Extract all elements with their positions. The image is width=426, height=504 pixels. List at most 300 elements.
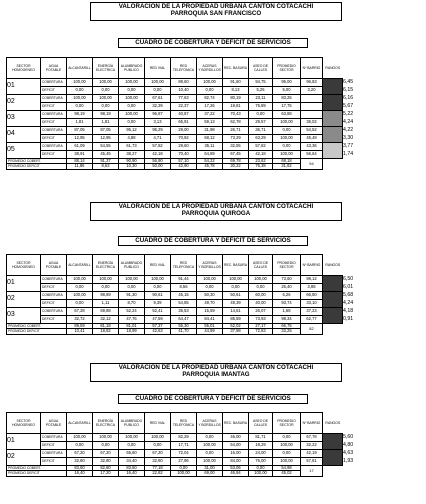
value-cell: 26,71 — [223, 127, 249, 135]
value-cell: 100,00 — [119, 276, 145, 284]
rank-value: 4,24 — [343, 119, 354, 126]
value-cell: 0,00 — [197, 450, 223, 458]
rank-value: 5,60 — [343, 434, 354, 441]
barrio-cell — [323, 143, 343, 159]
section-subtitle: CUADRO DE COBERTURA Y DEFICIT DE SERVICIOS — [118, 236, 308, 246]
column-header: ENERGÍA ELECTRICA — [93, 413, 119, 434]
value-cell: 84,41 — [197, 316, 223, 324]
value-cell: 49,39 — [223, 300, 249, 308]
total-value: 54,22 — [197, 159, 223, 164]
value-cell: 0,00 — [67, 284, 93, 292]
total-value: 83,60 — [67, 466, 93, 471]
total-value: 31,00 — [197, 466, 223, 471]
value-cell: 50,61 — [223, 292, 249, 300]
total-value: 8,63 — [93, 164, 119, 169]
value-cell: 0,00 — [67, 442, 93, 450]
table-row — [7, 442, 355, 450]
total-value: 77,18 — [145, 466, 171, 471]
totals-label: PROMEDIO COBERT. — [7, 324, 67, 329]
table-row — [7, 143, 355, 151]
total-value: 55,30 — [171, 324, 197, 329]
value-cell: 100,00 — [93, 434, 119, 442]
value-cell: 1,11 — [93, 300, 119, 308]
value-cell: 35,11 — [197, 143, 223, 151]
table-row — [7, 119, 355, 127]
value-cell: 47,76 — [119, 316, 145, 324]
value-cell: 67,28 — [67, 308, 93, 316]
report-parish: PARROQUIA QUIROGA — [181, 210, 251, 218]
value-cell: 100,00 — [119, 111, 145, 119]
column-header: SECTOR HOMOGENEO — [7, 58, 41, 79]
sector-cell: 02 — [7, 292, 41, 308]
value-cell: 85,59 — [223, 316, 249, 324]
value-cell: 10,40 — [171, 87, 197, 95]
total-value: 0,00 — [171, 466, 197, 471]
column-header: ALCANTARILL — [67, 58, 93, 79]
value-cell: 0,00 — [197, 284, 223, 292]
value-cell: 100,00 — [223, 276, 249, 284]
total-value: 66,75 — [273, 324, 301, 329]
total-value: 45,78 — [197, 164, 223, 169]
value-cell: 100,00 — [273, 151, 301, 159]
value-cell: 5,00 — [273, 87, 301, 95]
value-cell: 0,00 — [273, 434, 301, 442]
value-cell: 98,19 — [93, 111, 119, 119]
value-cell: 0,00 — [119, 284, 145, 292]
total-value: 76,38 — [249, 164, 273, 169]
value-cell: 87,05 — [67, 127, 93, 135]
rank-value: 4,22 — [343, 127, 354, 134]
value-cell: 32,80 — [67, 458, 93, 466]
rank-value: 6,45 — [343, 79, 354, 86]
value-cell: 69,88 — [93, 308, 119, 316]
value-cell: 42,18 — [249, 151, 273, 159]
value-cell: 67,61 — [145, 95, 171, 103]
rank-value: 3,77 — [343, 143, 354, 150]
table-row — [7, 79, 355, 87]
value-cell: 87,05 — [93, 127, 119, 135]
column-header: SECTOR HOMOGENEO — [7, 413, 41, 434]
value-cell: 1,81 — [67, 119, 93, 127]
value-cell: 0,00 — [93, 284, 119, 292]
total-value: 55,01 — [197, 324, 223, 329]
value-cell: 24,00 — [249, 450, 273, 458]
sector-cell: 05 — [7, 143, 41, 159]
value-cell: 100,00 — [197, 458, 223, 466]
value-cell: 64,89 — [197, 151, 223, 159]
value-cell: 66,80 — [301, 292, 323, 300]
total-barrio: 82 — [301, 324, 323, 335]
value-cell: 65,91 — [171, 119, 197, 127]
rank-value: 1,93 — [343, 458, 354, 465]
value-cell: 82,74 — [197, 95, 223, 103]
value-cell: 3,88 — [301, 284, 323, 292]
value-cell: 60,00 — [249, 292, 273, 300]
total-value: 10,41 — [67, 329, 93, 334]
value-cell: 93,74 — [273, 300, 301, 308]
total-value: 31,82 — [273, 164, 301, 169]
value-cell: 100,00 — [67, 79, 93, 87]
value-cell: 100,00 — [197, 442, 223, 450]
column-header: RED TELEFONICA — [171, 255, 197, 276]
total-value: 82,80 — [93, 466, 119, 471]
column-header: RED VIAL — [145, 413, 171, 434]
value-cell: 29,60 — [171, 143, 197, 151]
value-cell: 40,87 — [171, 111, 197, 119]
value-cell: 73,29 — [223, 135, 249, 143]
value-cell: 95,00 — [273, 79, 301, 87]
value-cell: 61,09 — [67, 143, 93, 151]
column-header: ALUMBRADO PUBLICO — [119, 413, 145, 434]
coverage-table — [6, 254, 355, 335]
value-cell: 0,00 — [67, 103, 93, 111]
column-header: ACERAS Y BORDILLOS — [197, 255, 223, 276]
value-cell: 54,85 — [171, 300, 197, 308]
column-header: ASEO DE CALLES — [249, 58, 273, 79]
value-cell: 12,95 — [67, 135, 93, 143]
value-cell: 22,37 — [171, 103, 197, 111]
value-cell: 43,36 — [301, 143, 323, 151]
total-value: 72,83 — [249, 329, 273, 334]
total-value: 100,00 — [249, 471, 273, 476]
value-cell: 31,98 — [197, 127, 223, 135]
barrio-cell — [323, 308, 343, 324]
value-cell: 38,91 — [67, 151, 93, 159]
value-cell: 62,77 — [301, 316, 323, 324]
totals-label: PROMEDIO COBERT. — [7, 466, 67, 471]
value-cell: 14,61 — [223, 308, 249, 316]
report-parish: PARROQUIA IMANTAG — [182, 371, 250, 379]
barrio-cell — [323, 95, 343, 111]
total-value: 69,78 — [223, 159, 249, 164]
rank-value: 6,15 — [343, 87, 354, 94]
value-cell: 73,60 — [273, 276, 301, 284]
value-cell: 0,00 — [67, 300, 93, 308]
value-cell: 0,00 — [273, 143, 301, 151]
row-label: DEFICIT — [41, 135, 67, 143]
value-cell: 12,95 — [93, 135, 119, 143]
total-value: 62,02 — [223, 324, 249, 329]
value-cell: 17,75 — [273, 103, 301, 111]
section-subtitle: CUADRO DE COBERTURA Y DEFICIT DE SERVICIOS — [118, 394, 308, 404]
value-cell: 4,88 — [119, 135, 145, 143]
barrio-cell — [323, 276, 343, 292]
value-cell: 8,56 — [171, 284, 197, 292]
column-header: ALCANTARILL — [67, 255, 93, 276]
total-value: 68,18 — [273, 159, 301, 164]
table-row — [7, 284, 355, 292]
value-cell: 100,00 — [67, 292, 93, 300]
total-value: 23,62 — [249, 159, 273, 164]
value-cell: 77,63 — [171, 95, 197, 103]
total-value: 30,22 — [223, 164, 249, 169]
table-row — [7, 434, 355, 442]
rank-value: 5,22 — [343, 111, 354, 118]
value-cell: 100,00 — [119, 95, 145, 103]
value-cell: 0,00 — [119, 103, 145, 111]
row-label: COBERTURA — [41, 111, 67, 119]
value-cell: 0,00 — [249, 111, 273, 119]
column-header: RED TELEFONICA — [171, 58, 197, 79]
total-value: 11,86 — [67, 164, 93, 169]
report-header — [90, 202, 342, 221]
total-value: 81,18 — [93, 324, 119, 329]
rank-value: 4,24 — [343, 300, 354, 307]
value-cell: 49,70 — [197, 300, 223, 308]
column-header: PROMEDIO SECTOR — [273, 58, 301, 79]
column-header: AGUA POTABLE — [41, 413, 67, 434]
column-header: RED VIAL — [145, 255, 171, 276]
value-cell: 6,26 — [273, 292, 301, 300]
column-header: ASEO DE CALLES — [249, 255, 273, 276]
value-cell: 32,55 — [223, 143, 249, 151]
value-cell: 98,19 — [67, 111, 93, 119]
value-cell: 72,04 — [171, 450, 197, 458]
total-value: 83,60 — [119, 466, 145, 471]
total-value: 16,40 — [119, 471, 145, 476]
column-header: RANGOS — [325, 262, 341, 267]
table-row — [7, 300, 355, 308]
column-header: ALCANTARILL — [67, 413, 93, 434]
column-header: RED TELEFONICA — [171, 413, 197, 434]
total-value: 10,30 — [119, 164, 145, 169]
row-label: COBERTURA — [41, 79, 67, 87]
value-cell: 45,45 — [93, 151, 119, 159]
value-cell: 37,23 — [301, 308, 323, 316]
value-cell: 100,00 — [119, 79, 145, 87]
value-cell: 32,72 — [67, 316, 93, 324]
value-cell: 40,00 — [249, 300, 273, 308]
row-label: DEFICIT — [41, 103, 67, 111]
sector-cell: 01 — [7, 434, 41, 450]
value-cell: 0,00 — [119, 87, 145, 95]
rank-value: 1,74 — [343, 151, 354, 158]
column-header: RED VIAL — [145, 58, 171, 79]
value-cell: 81,71 — [249, 434, 273, 442]
value-cell: 23,11 — [249, 95, 273, 103]
sector-cell: 02 — [7, 450, 41, 466]
value-cell — [301, 111, 323, 119]
column-header: ALUMBRADO PUBLICO — [119, 58, 145, 79]
total-value: 45,02 — [273, 471, 301, 476]
value-cell: 80,19 — [223, 95, 249, 103]
column-header: REC. BASURA — [223, 58, 249, 79]
rank-value: 4,18 — [343, 308, 354, 315]
total-value: 18,99 — [119, 329, 145, 334]
total-value: 57,10 — [171, 159, 197, 164]
value-cell: 73,93 — [249, 316, 273, 324]
value-cell: 76,00 — [249, 458, 273, 466]
total-value: 42,90 — [171, 164, 197, 169]
value-cell: 17,26 — [197, 103, 223, 111]
value-cell: 89,60 — [171, 79, 197, 87]
value-cell: 100,00 — [197, 276, 223, 284]
table-row — [7, 292, 355, 300]
value-cell: 0,00 — [93, 442, 119, 450]
value-cell: 0,00 — [145, 284, 171, 292]
value-cell: 82,29 — [171, 434, 197, 442]
report-header — [90, 363, 342, 382]
rank-value: 0,91 — [343, 316, 354, 323]
row-label: DEFICIT — [41, 300, 67, 308]
value-cell: 56,64 — [301, 151, 323, 159]
value-cell: 36,02 — [301, 119, 323, 127]
value-cell: 57,82 — [249, 143, 273, 151]
total-barrio: 17 — [301, 466, 323, 477]
total-value: 46,94 — [223, 471, 249, 476]
table-row — [7, 103, 355, 111]
column-header: ALUMBRADO PUBLICO — [119, 255, 145, 276]
value-cell: 32,80 — [145, 458, 171, 466]
value-cell: 100,00 — [145, 79, 171, 87]
total-value: 18,82 — [93, 329, 119, 334]
coverage-table — [6, 57, 355, 170]
value-cell: 98,34 — [273, 316, 301, 324]
column-header: Nº BARRIO — [301, 255, 323, 276]
value-cell: 57,81 — [301, 458, 323, 466]
total-barrio: 94 — [301, 159, 323, 170]
column-header: ENERGÍA ELECTRICA — [93, 58, 119, 79]
column-header: RANGOS — [325, 65, 341, 70]
total-value: 44,99 — [197, 329, 223, 334]
value-cell: 67,78 — [301, 434, 323, 442]
row-label: DEFICIT — [41, 151, 67, 159]
sector-cell: 04 — [7, 127, 41, 143]
value-cell: 91,44 — [171, 276, 197, 284]
value-cell: 100,00 — [273, 119, 301, 127]
value-cell: 0,00 — [223, 284, 249, 292]
value-cell: 100,00 — [197, 79, 223, 87]
value-cell: 36,71 — [249, 127, 273, 135]
value-cell: 0,00 — [273, 127, 301, 135]
value-cell: 15,59 — [197, 308, 223, 316]
total-value: 50,00 — [145, 164, 171, 169]
total-value: 17,20 — [93, 471, 119, 476]
value-cell: 35,53 — [171, 308, 197, 316]
column-header: PROMEDIO SECTOR — [273, 255, 301, 276]
value-cell: 100,00 — [67, 434, 93, 442]
value-cell: 54,55 — [93, 143, 119, 151]
value-cell — [301, 95, 323, 103]
value-cell: 95,12 — [119, 127, 145, 135]
barrio-cell — [323, 111, 343, 127]
totals-label: PROMEDIO DEFICIT — [7, 329, 67, 334]
value-cell: 62,78 — [223, 119, 249, 127]
value-cell: 91,60 — [223, 79, 249, 87]
total-value: 90,90 — [119, 159, 145, 164]
column-header: Nº BARRIO — [301, 413, 323, 434]
value-cell: 100,00 — [93, 276, 119, 284]
value-cell: 52,41 — [145, 308, 171, 316]
value-cell: 57,82 — [145, 143, 171, 151]
value-cell: 84,00 — [223, 458, 249, 466]
barrio-cell — [323, 292, 343, 308]
rank-value: 4,63 — [343, 450, 354, 457]
row-label: COBERTURA — [41, 95, 67, 103]
total-value: 0,00 — [249, 466, 273, 471]
value-cell: 33,10 — [301, 300, 323, 308]
table-row — [7, 127, 355, 135]
value-cell: 0,00 — [119, 119, 145, 127]
value-cell: 29,57 — [249, 119, 273, 127]
total-value: 89,59 — [67, 324, 93, 329]
column-header: ACERAS Y BORDILLOS — [197, 58, 223, 79]
value-cell: 26,07 — [249, 308, 273, 316]
value-cell: 70,40 — [171, 151, 197, 159]
row-label: DEFICIT — [41, 442, 67, 450]
sector-cell: 02 — [7, 95, 41, 111]
value-cell: 32,39 — [145, 103, 171, 111]
total-value: 54,98 — [273, 466, 301, 471]
rank-empty — [323, 471, 343, 476]
value-cell: 3,13 — [145, 119, 171, 127]
value-cell: 70,43 — [223, 111, 249, 119]
value-cell: 83,25 — [273, 95, 301, 103]
value-cell: 0,00 — [93, 103, 119, 111]
value-cell: 8,13 — [223, 87, 249, 95]
value-cell: 100,00 — [93, 79, 119, 87]
value-cell: 5,25 — [249, 87, 273, 95]
value-cell: 100,00 — [273, 135, 301, 143]
total-value: 88,14 — [67, 159, 93, 164]
rank-value: 5,68 — [343, 292, 354, 299]
value-cell: 8,70 — [119, 300, 145, 308]
column-header: ASEO DE CALLES — [249, 413, 273, 434]
barrio-cell — [323, 127, 343, 143]
row-label: DEFICIT — [41, 316, 67, 324]
value-cell: 54,52 — [301, 127, 323, 135]
value-cell: 67,45 — [223, 151, 249, 159]
sector-cell: 03 — [7, 308, 41, 324]
value-cell: 76,89 — [249, 103, 273, 111]
value-cell: 27,96 — [171, 458, 197, 466]
total-value: 42,63 — [145, 329, 171, 334]
value-cell: 0,00 — [145, 442, 171, 450]
table-row — [7, 458, 355, 466]
value-cell: 17,71 — [171, 442, 197, 450]
value-cell: 0,00 — [197, 87, 223, 95]
table-row — [7, 135, 355, 143]
value-cell: 90,61 — [145, 292, 171, 300]
sector-cell: 01 — [7, 79, 41, 95]
table-row — [7, 151, 355, 159]
value-cell: 95,29 — [145, 127, 171, 135]
value-cell: 70,92 — [171, 135, 197, 143]
column-header: ACERAS Y BORDILLOS — [197, 413, 223, 434]
column-header: RANGOS — [325, 420, 341, 425]
rank-value: 3,30 — [343, 135, 354, 142]
value-cell: 68,12 — [197, 135, 223, 143]
value-cell: 16,00 — [223, 450, 249, 458]
total-value: 16,40 — [67, 471, 93, 476]
rank-empty — [323, 329, 343, 334]
row-label: DEFICIT — [41, 458, 67, 466]
row-label: DEFICIT — [41, 284, 67, 292]
table-row — [7, 111, 355, 119]
rank-empty — [323, 164, 343, 169]
value-cell: 4,71 — [145, 135, 171, 143]
rank-value: 6,01 — [343, 284, 354, 291]
total-value: 81,01 — [119, 324, 145, 329]
value-cell: 54,00 — [223, 442, 249, 450]
report-title: VALORACION DE LA PROPIEDAD URBANA CANTON COTACACHI — [118, 3, 314, 10]
value-cell: 0,00 — [67, 87, 93, 95]
value-cell: 91,30 — [119, 292, 145, 300]
value-cell: 26,40 — [273, 284, 301, 292]
report-title: VALORACION DE LA PROPIEDAD URBANA CANTON COTACACHI — [118, 364, 314, 371]
value-cell: 0,00 — [145, 87, 171, 95]
value-cell: 100,00 — [145, 434, 171, 442]
